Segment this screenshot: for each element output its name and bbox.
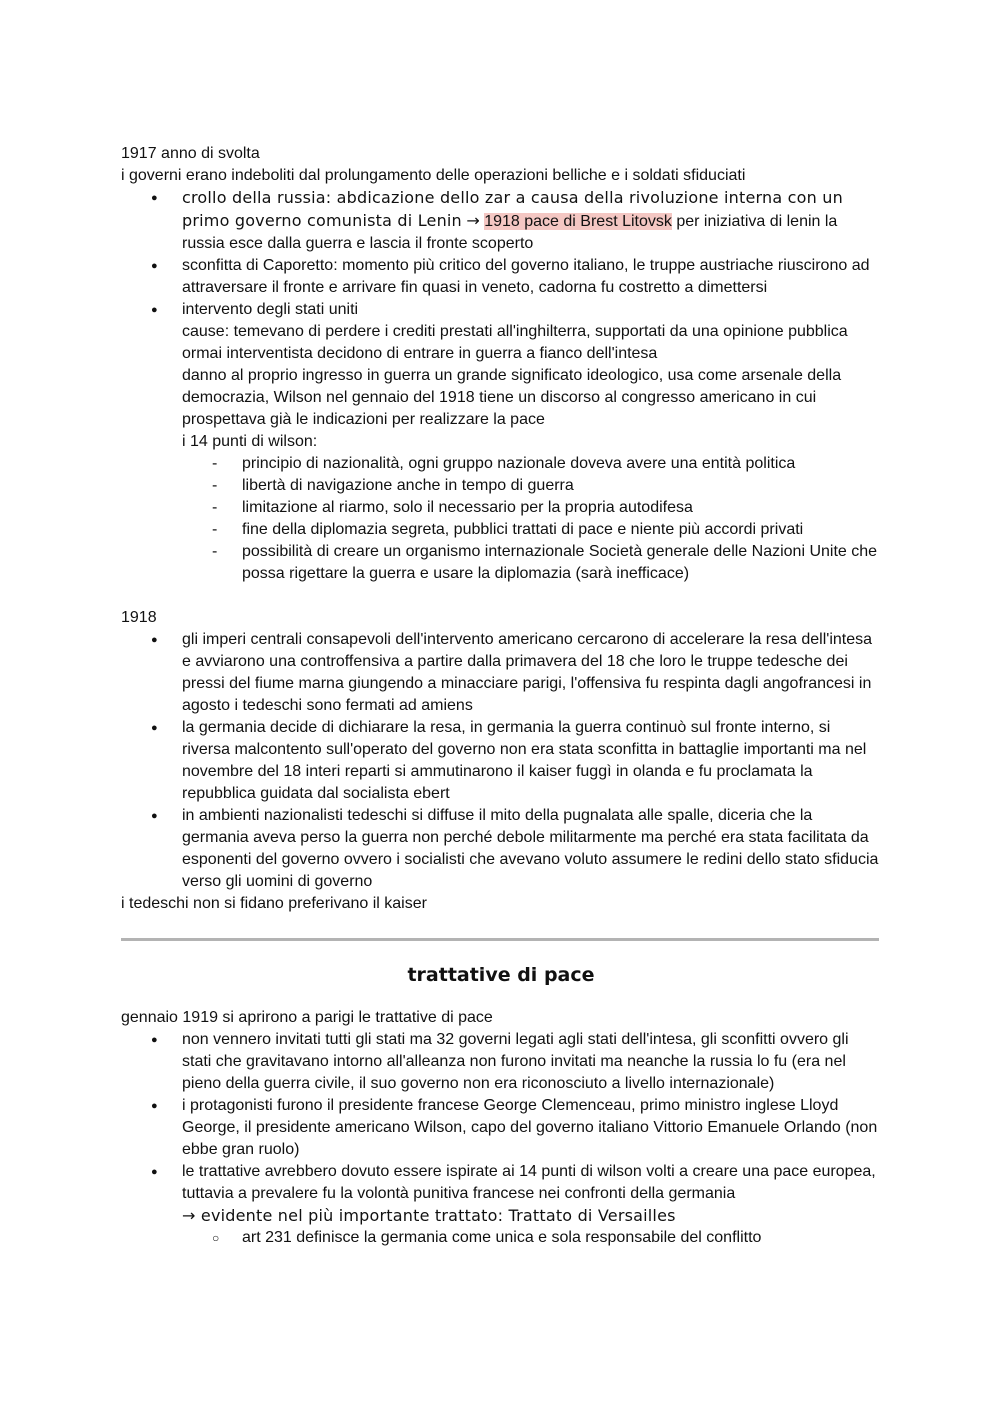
bullet-list-trattative — [121, 1029, 881, 1249]
list-item: ● gli imperi centrali consapevoli dell'intervento americano cercarono di accelerare la resa dell'intesa e avviarono una controffensiva a partire dalla primavera del 18 che loro le truppe tedesche dei pressi del fiume marna giungendo a minacciare parigi, l'offensiva fu respinta dagli angofrancesi in agosto i tedeschi sono fermati ad amiens — [121, 629, 881, 717]
section-title: trattative di pace — [407, 964, 595, 986]
bullet-text: per iniziativa di lenin la russia esce dalla guerra e lascia il fronte scoperto — [182, 213, 838, 252]
arrow-text: evidente nel più importante trattato: Trattato di Versailles — [200, 1206, 676, 1225]
document-page — [121, 143, 881, 1249]
bullet-list-1917 — [121, 187, 881, 585]
sub-bullet-list — [182, 1227, 881, 1249]
list-item: ● non vennero invitati tutti gli stati ma 32 governi legati agli stati dell'intesa, gli sconfitti ovvero gli stati che gravitavano intorno all'alleanza non furono invitati ma neanche la russia lo fu (era nel pieno della guerra civile, il suo governo non era riconosciuto a livello internazionale) — [121, 1029, 881, 1095]
list-item: - fine della diplomazia segreta, pubblici trattati di pace e niente più accordi privati — [182, 519, 881, 541]
spacer — [121, 585, 881, 607]
arrow-line — [182, 1205, 881, 1227]
arrow-right-icon: → — [466, 211, 480, 230]
list-item: ● i protagonisti furono il presidente francese George Clemenceau, primo ministro inglese Lloyd George, il presidente americano Wilson, capo del governo italiano Vittorio Emanuele Orlando (non ebbe gran ruolo) — [121, 1095, 881, 1161]
wilson-points-list — [182, 453, 881, 585]
bullet-paragraph: cause: temevano di perdere i crediti prestati all'inghilterra, supportati da una opinione pubblica ormai interventista decidono di entrare in guerra a fianco dell'intesa — [182, 323, 848, 362]
list-item: - possibilità di creare un organismo internazionale Società generale delle Nazioni Unite che possa rigettare la guerra e usare la diplomazia (sarà inefficace) — [182, 541, 881, 585]
list-item — [121, 299, 881, 585]
list-item: ○ art 231 definisce la germania come unica e sola responsabile del conflitto — [182, 1227, 881, 1249]
list-item: - limitazione al riarmo, solo il necessario per la propria autodifesa — [182, 497, 881, 519]
section-heading-1918: 1918 — [121, 609, 157, 626]
highlighted-text: 1918 pace di Brest Litovsk — [484, 213, 672, 230]
list-item — [121, 1161, 881, 1249]
section-closing: i tedeschi non si fidano preferivano il kaiser — [121, 895, 427, 912]
list-item: ● in ambienti nazionalisti tedeschi si diffuse il mito della pugnalata alle spalle, diceria che la germania aveva perso la guerra non perché debole militarmente ma perché era stata facilitata da esponenti del governo ovvero i socialisti che avevano voluto assumere le redini dello stato sfiducia verso gli uomini di governo — [121, 805, 881, 893]
list-item: ● la germania decide di dichiarare la resa, in germania la guerra continuò sul fronte interno, si riversa malcontento sull'operato del governo non era stata sconfitta in battaglie importanti ma nel novembre del 18 interi reparti si ammutinarono il kaiser fuggì in olanda e fu proclamata la repubblica guidata dal socialista ebert — [121, 717, 881, 805]
list-item — [121, 187, 881, 255]
horizontal-divider — [121, 938, 879, 941]
section-heading-1917: 1917 anno di svolta — [121, 145, 260, 162]
bullet-text: ● le trattative avrebbero dovuto essere ispirate ai 14 punti di wilson volti a creare una pace europea, tuttavia a prevalere fu la volontà punitiva francese nei confronti della germania — [182, 1163, 876, 1202]
list-item — [121, 255, 881, 299]
bullet-text: crollo della russia: abdicazione dello zar a causa della rivoluzione interna con un primo governo comunista di Lenin — [182, 188, 843, 230]
bullet-paragraph: danno al proprio ingresso in guerra un grande significato ideologico, usa come arsenale della democrazia, Wilson nel gennaio del 1918 tiene un discorso al congresso americano in cui prospettava già le indicazioni per realizzare la pace — [182, 367, 842, 428]
section-intro: i governi erano indeboliti dal prolungamento delle operazioni belliche e i soldati sfiduciati — [121, 167, 746, 184]
bullet-list-1918 — [121, 629, 881, 893]
arrow-right-icon: → — [182, 1206, 196, 1225]
list-item: - principio di nazionalità, ogni gruppo nazionale doveva avere una entità politica — [182, 453, 881, 475]
bullet-text: sconfitta di Caporetto: momento più critico del governo italiano, le truppe austriache riuscirono ad attraversare il fronte e arrivare fin quasi in veneto, cadorna fu costretto a dimettersi — [182, 257, 870, 296]
bullet-title: ● intervento degli stati uniti — [182, 301, 359, 318]
points-title: i 14 punti di wilson: — [182, 433, 318, 450]
list-item: - libertà di navigazione anche in tempo di guerra — [182, 475, 881, 497]
section-intro: gennaio 1919 si aprirono a parigi le trattative di pace — [121, 1009, 493, 1026]
